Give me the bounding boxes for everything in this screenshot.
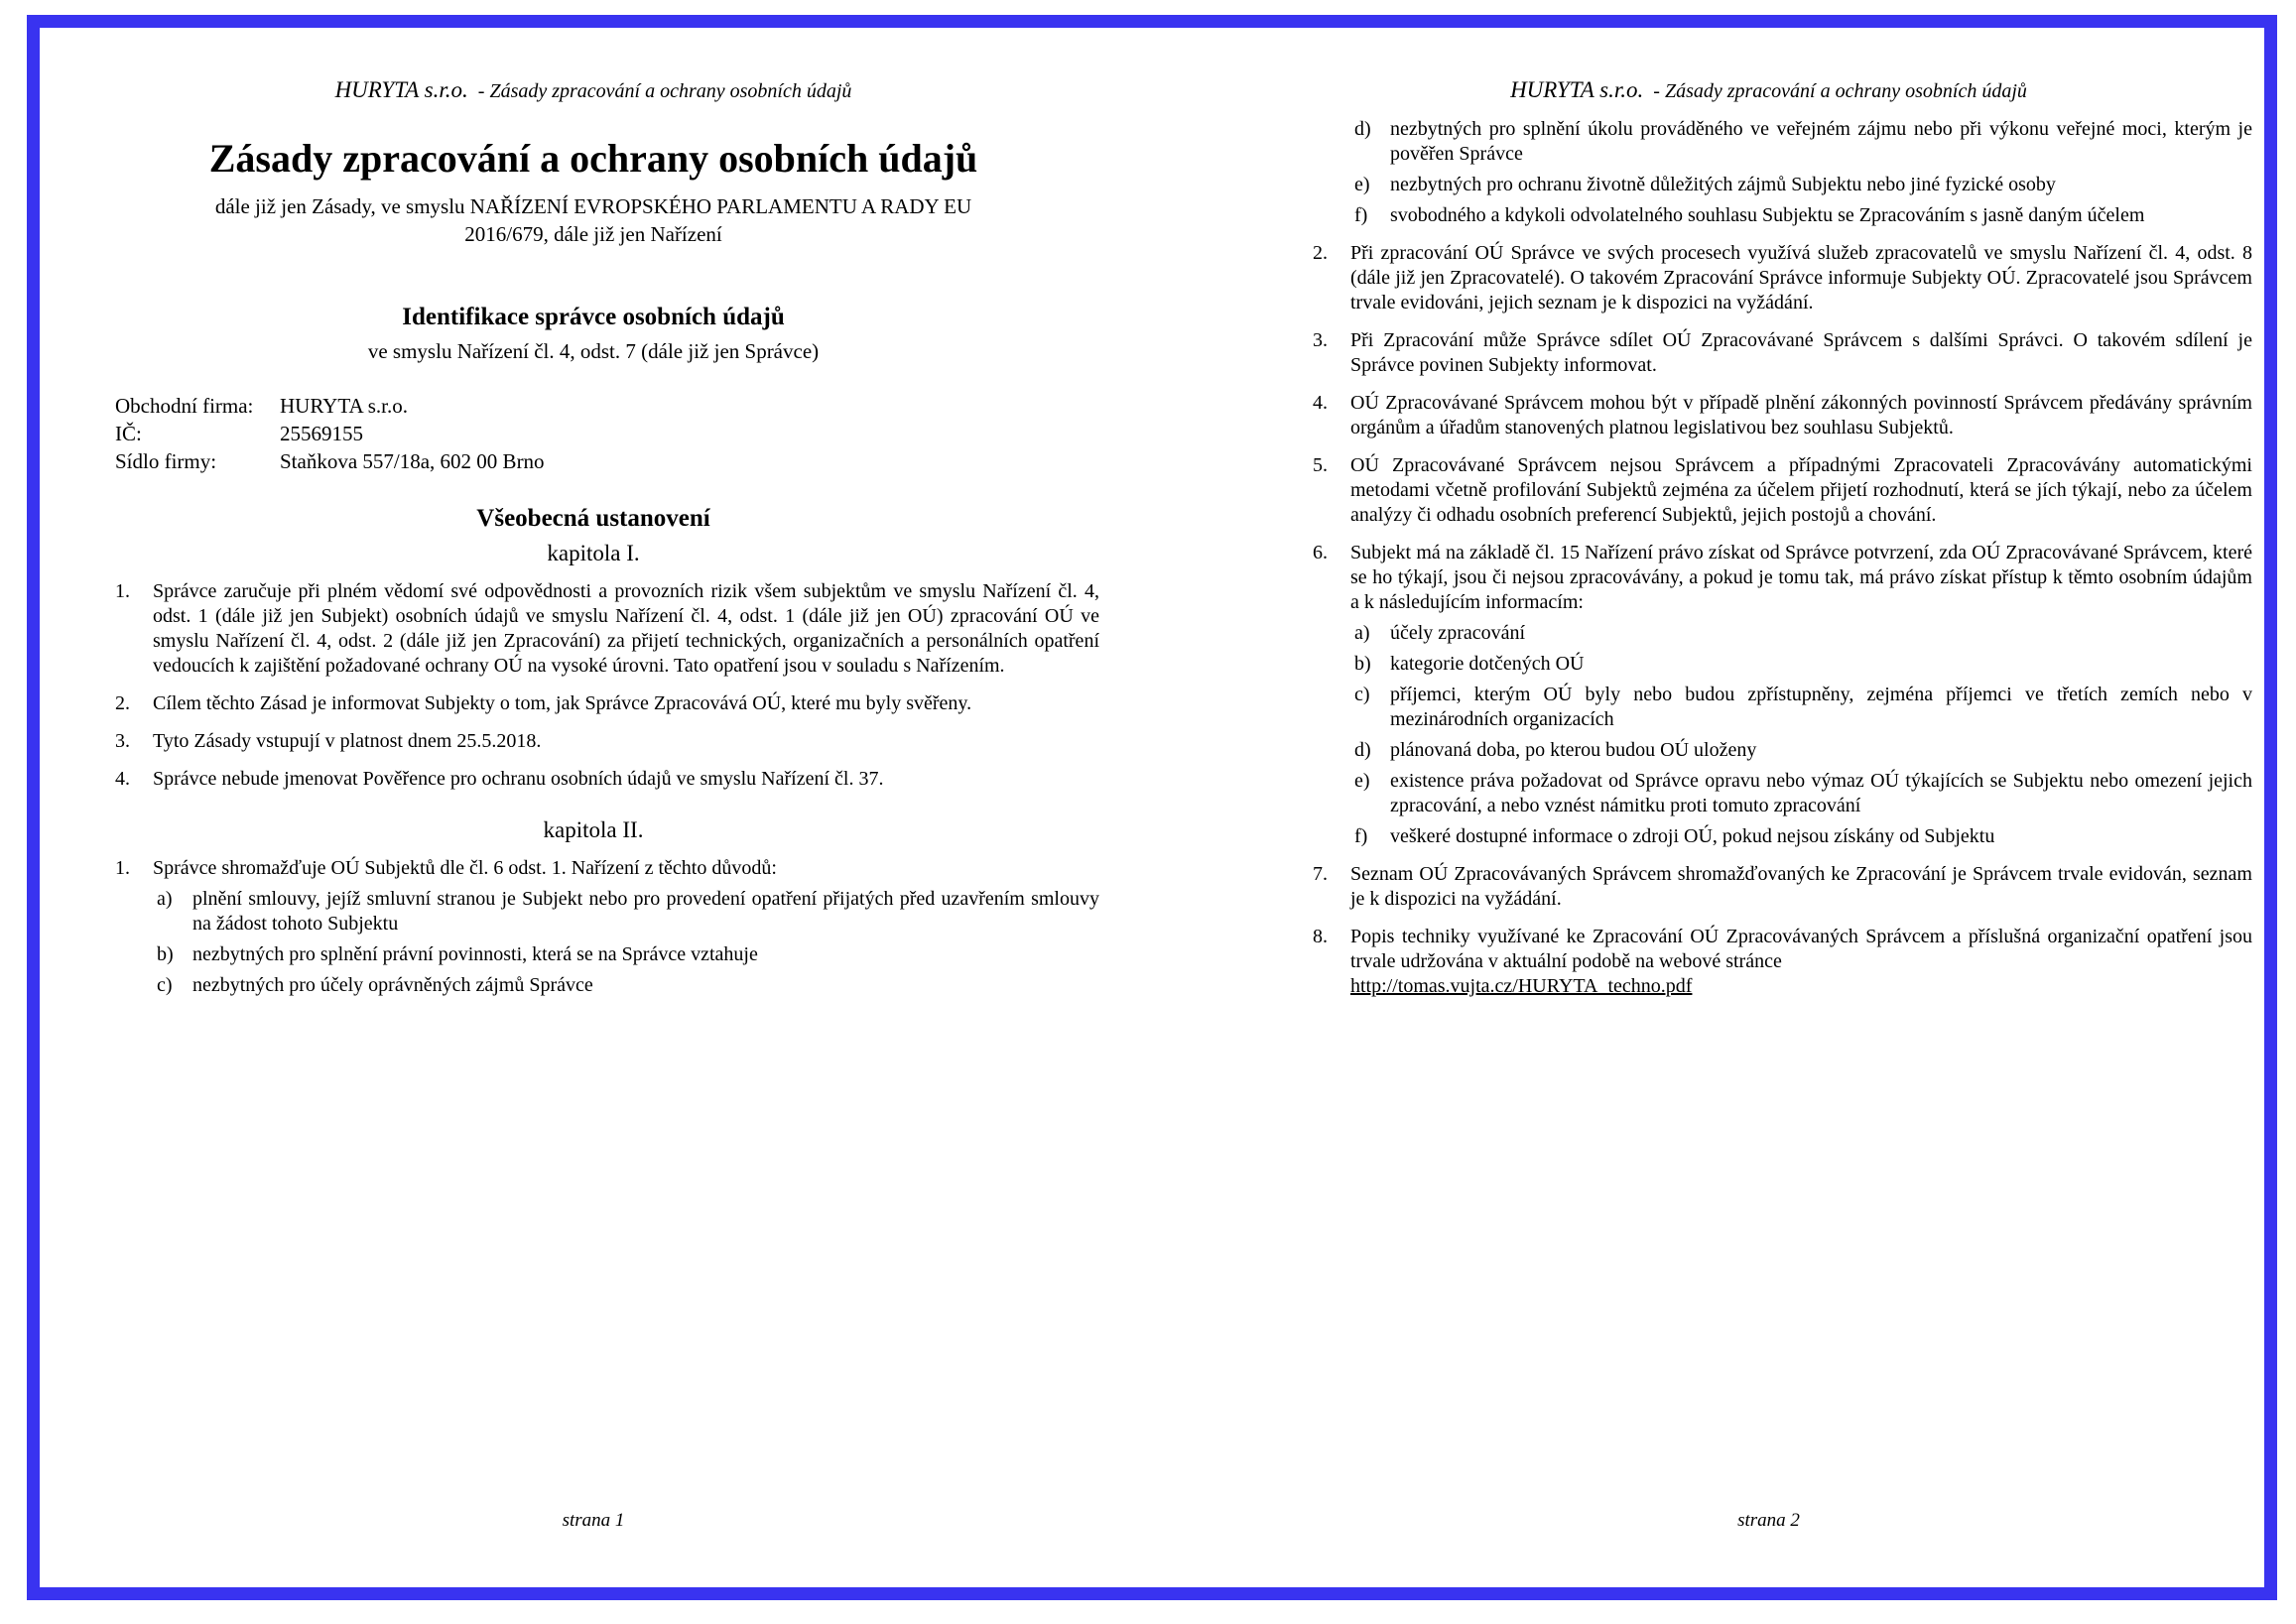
- page-1: [87, 28, 1099, 1587]
- running-header-title: - Zásady zpracování a ochrany osobních údajů: [477, 80, 852, 102]
- list-subitem-text: plánovaná doba, po kterou budou OÚ uloženy: [1390, 739, 1757, 761]
- list-subitem-letter: e): [1354, 174, 1370, 195]
- list-subitem-text: svobodného a kdykoli odvolatelného souhlasu Subjektu se Zpracováním s jasně daným účelem: [1390, 204, 2145, 226]
- company-row: [115, 420, 1099, 447]
- document-subtitle-line1: dále již jen Zásady, ve smyslu NAŘÍZENÍ EVROPSKÉHO PARLAMENTU A RADY EU: [214, 194, 972, 218]
- page-number: strana 2: [1737, 1510, 1800, 1531]
- list-item-text: Při zpracování OÚ Správce ve svých procesech využívá služeb zpracovatelů ve smyslu Nařízení čl. 4, odst. 8 (dále již jen Zpracovatelé). O takovém Zpracování Správce informuje Subjekty OÚ. Zpracovatelé jsou Správcem trvale evidováni, jejich seznam je k dispozici na vyžádání.: [1350, 242, 2252, 313]
- list-item: [1285, 862, 2252, 912]
- list-subitem-text: nezbytných pro účely oprávněných zájmů Správce: [192, 974, 593, 996]
- list-item-number: 2.: [1313, 242, 1328, 264]
- list-subitem-text: nezbytných pro splnění právní povinnosti, která se na Správce vztahuje: [192, 943, 758, 965]
- company-row: [115, 392, 1099, 420]
- list-subitem-letter: a): [157, 888, 173, 910]
- list-item: [1285, 391, 2252, 440]
- list-item-number: 1.: [115, 857, 130, 879]
- chapter-1-heading: kapitola I.: [547, 541, 640, 565]
- list-item: [87, 767, 1099, 792]
- list-subitem-letter: f): [1354, 204, 1368, 226]
- company-field-label: Sídlo firmy:: [115, 449, 217, 473]
- list-subitem-text: plnění smlouvy, jejíž smluvní stranou je Subjekt nebo pro provedení opatření přijatých před uzavřením smlouvy na žádost tohoto Subjektu: [192, 888, 1099, 935]
- list-subitem: [1285, 824, 2252, 849]
- document-spread: [40, 28, 2264, 1587]
- list-item-number: 3.: [115, 730, 130, 752]
- page-2: [1285, 28, 2252, 1587]
- list-item-text: Správce nebude jmenovat Pověřence pro ochranu osobních údajů ve smyslu Nařízení čl. 37.: [153, 768, 884, 790]
- chapter-2-list: [87, 856, 1099, 998]
- page-number: strana 1: [562, 1510, 625, 1531]
- section-identifikace-title: Identifikace správce osobních údajů: [402, 304, 785, 330]
- list-subitem-text: nezbytných pro splnění úkolu prováděného ve veřejném zájmu nebo při výkonu veřejné moci, kterým je pověřen Správce: [1390, 118, 2252, 165]
- document-title: Zásady zpracování a ochrany osobních údajů: [208, 136, 978, 181]
- list-item-text-body: Popis techniky využívané ke Zpracování OÚ Zpracovávaných Správcem a příslušná organizační opatření jsou trvale udržována v aktuální podobě na webové stránce: [1350, 926, 2252, 972]
- list-item: [1285, 328, 2252, 378]
- running-header: [1285, 77, 2252, 103]
- company-row: [115, 447, 1099, 475]
- list-item-text: OÚ Zpracovávané Správcem nejsou Správcem a případnými Zpracovateli Zpracovávány automatickými metodami včetně profilování Subjektů zejména za účelem přijetí rozhodnutí, která se jích týkají, nebo za účelem analýzy či odhadu osobních preferencí Subjektů, jejich postojů a chování.: [1350, 454, 2252, 526]
- list-subitem-letter: d): [1354, 739, 1371, 761]
- list-subitem-letter: c): [157, 974, 173, 996]
- list-subitem-text: veškeré dostupné informace o zdroji OÚ, pokud nejsou získány od Subjektu: [1390, 825, 1995, 847]
- list-item-number: 5.: [1313, 454, 1328, 476]
- list-item-text: Seznam OÚ Zpracovávaných Správcem shromažďovaných ke Zpracování je Správcem trvale evidován, seznam je k dispozici na vyžádání.: [1350, 863, 2252, 910]
- list-item-number: 1.: [115, 580, 130, 602]
- list-item: [87, 729, 1099, 754]
- document-subtitle-line2: 2016/679, dále již jen Nařízení: [464, 222, 722, 246]
- list-subitem: [87, 973, 1099, 998]
- list-subitem-letter: f): [1354, 825, 1368, 847]
- list-subitem: [1285, 117, 2252, 167]
- list-item: [1285, 241, 2252, 315]
- list-subitem-letter: d): [1354, 118, 1371, 140]
- list-item-text: OÚ Zpracovávané Správcem mohou být v případě plnění zákonných povinností Správcem předávány správním orgánům a úřadům stanovených platnou legislativou bez souhlasu Subjektů.: [1350, 392, 2252, 438]
- list-item-text: Při Zpracování může Správce sdílet OÚ Zpracovávané Správcem s dalšími Správci. O takovém sdílení je Správce povinen Subjekty informovat.: [1350, 329, 2252, 376]
- list-item-number: 3.: [1313, 329, 1328, 351]
- company-field-value: 25569155: [280, 422, 363, 445]
- list-subitem: [1285, 621, 2252, 646]
- list-item-text: Správce zaručuje při plném vědomí své odpovědnosti a provozních rizik všem subjektům ve smyslu Nařízení čl. 4, odst. 1 (dále již jen Subjekt) osobních údajů ve smyslu Nařízení čl. 4, odst. 1 (dále již jen OÚ) zpracování OÚ ve smyslu Nařízení čl. 4, odst. 2 (dále již jen Zpracování) za přijetí technických, organizačních a personálních opatření vedoucích k zajištění požadované ochrany OÚ na vysoké úrovni. Tato opatření jsou v souladu s Nařízením.: [153, 580, 1099, 677]
- list-item-text: [1350, 925, 2252, 999]
- section-identifikace-subtitle: ve smyslu Nařízení čl. 4, odst. 7 (dále již jen Správce): [367, 339, 820, 363]
- company-info: [87, 392, 1099, 475]
- list-subitem: [1285, 738, 2252, 763]
- list-subitem-text: účely zpracování: [1390, 622, 1526, 644]
- company-field-label: Obchodní firma:: [115, 394, 254, 418]
- company-field-value: HURYTA s.r.o.: [280, 394, 409, 418]
- running-header-title: - Zásady zpracování a ochrany osobních údajů: [1653, 80, 2027, 102]
- list-item: [87, 691, 1099, 716]
- list-subitem: [1285, 683, 2252, 732]
- running-header: [87, 77, 1099, 103]
- list-item-number: 4.: [115, 768, 130, 790]
- list-item-text: Tyto Zásady vstupují v platnost dnem 25.5.2018.: [153, 730, 542, 752]
- list-item-number: 4.: [1313, 392, 1328, 414]
- list-subitem-letter: c): [1354, 684, 1370, 705]
- list-item-text: Správce shromažďuje OÚ Subjektů dle čl. 6 odst. 1. Nařízení z těchto důvodů:: [153, 857, 777, 879]
- list-item-text: Cílem těchto Zásad je informovat Subjekty o tom, jak Správce Zpracovává OÚ, které mu byly svěřeny.: [153, 692, 972, 714]
- list-subitem-letter: e): [1354, 770, 1370, 792]
- list-subitem-text: příjemci, kterým OÚ byly nebo budou zpřístupněny, zejména příjemci ve třetích zemích nebo v mezinárodních organizacích: [1390, 684, 2252, 730]
- list-subitem: [87, 887, 1099, 937]
- list-subitem: [1285, 769, 2252, 818]
- document-subtitle: [87, 192, 1099, 248]
- list-subitem-letter: a): [1354, 622, 1370, 644]
- list-item: [1285, 541, 2252, 615]
- list-subitem-letter: b): [157, 943, 174, 965]
- list-item-number: 6.: [1313, 542, 1328, 563]
- list-subitem-text: existence práva požadovat od Správce opravu nebo výmaz OÚ týkajících se Subjektu nebo omezení jejich zpracování, a nebo vznést námitku proti tomuto zpracování: [1390, 770, 2252, 816]
- list-item-number: 7.: [1313, 863, 1328, 885]
- list-item: [1285, 453, 2252, 528]
- page-border: [27, 15, 2277, 1600]
- list-item: [87, 579, 1099, 679]
- list-subitem: [1285, 173, 2252, 197]
- list-item-number: 8.: [1313, 926, 1328, 947]
- list-item-text: Subjekt má na základě čl. 15 Nařízení právo získat od Správce potvrzení, zda OÚ Zpracovávané Správcem, které se ho týkají, jsou či nejsou zpracovávány, a pokud je tomu tak, má právo získat přístup k těmto osobním údajům a k následujícím informacím:: [1350, 542, 2252, 613]
- list-subitem-letter: b): [1354, 653, 1371, 675]
- chapter-1-list: [87, 579, 1099, 792]
- list-item: [1285, 925, 2252, 999]
- list-subitem: [87, 942, 1099, 967]
- chapter-2-heading: kapitola II.: [543, 817, 644, 842]
- company-field-label: IČ:: [115, 422, 142, 445]
- section-vseobecna-title: Všeobecná ustanovení: [476, 505, 710, 532]
- list-item-number: 2.: [115, 692, 130, 714]
- company-field-value: Staňkova 557/18a, 602 00 Brno: [280, 449, 545, 473]
- list-subitem-text: nezbytných pro ochranu životně důležitých zájmů Subjektu nebo jiné fyzické osoby: [1390, 174, 2056, 195]
- techno-pdf-link[interactable]: http://tomas.vujta.cz/HURYTA_techno.pdf: [1350, 975, 1693, 997]
- list-subitem: [1285, 203, 2252, 228]
- list-item: [87, 856, 1099, 881]
- chapter-2-list-continued: [1285, 117, 2252, 999]
- list-subitem-text: kategorie dotčených OÚ: [1390, 653, 1585, 675]
- running-header-company: HURYTA s.r.o.: [334, 77, 468, 102]
- running-header-company: HURYTA s.r.o.: [1510, 77, 1644, 102]
- list-subitem: [1285, 652, 2252, 677]
